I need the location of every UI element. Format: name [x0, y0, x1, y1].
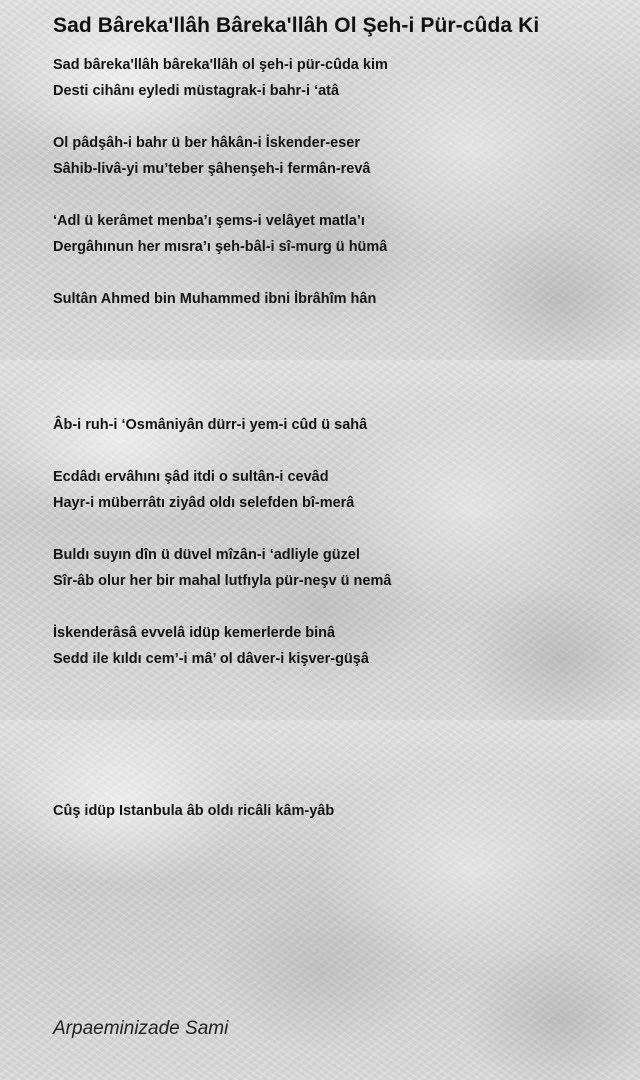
- stanza: [53, 130, 640, 182]
- verse-line: İskenderâsâ evvelâ idüp kemerlerde binâ: [53, 625, 336, 641]
- stanza: [53, 412, 640, 438]
- verse-line: Ecdâdı ervâhını şâd itdi o sultân-i cevâd: [53, 469, 329, 485]
- author-name: Arpaeminizade Sami: [53, 1018, 229, 1039]
- poem-panel-3: [0, 720, 640, 1080]
- verse-line: Sâhib-livâ-yi mu’teber şâhenşeh-i fermân-revâ: [53, 161, 371, 177]
- stanza-group-1: [53, 52, 640, 312]
- stanza: [53, 798, 640, 824]
- stanza: [53, 286, 640, 312]
- verse-line: Sîr-âb olur her bir mahal lutfıyla pür-neşv ü nemâ: [53, 573, 392, 589]
- verse-line: ‘Adl ü kerâmet menba’ı şems-i velâyet matla’ı: [53, 213, 365, 229]
- stanza-group-2: [53, 412, 640, 672]
- stanza: [53, 542, 640, 594]
- verse-line: Desti cihânı eyledi müstagrak-i bahr-i ‘atâ: [53, 83, 340, 99]
- verse-line: Sedd ile kıldı cem’-i mâ’ ol dâver-i kişver-güşâ: [53, 651, 369, 667]
- verse-line: Ol pâdşâh-i bahr ü ber hâkân-i İskender-eser: [53, 135, 361, 151]
- poem-panel-2: [0, 360, 640, 720]
- verse-line: Sultân Ahmed bin Muhammed ibni İbrâhîm hân: [53, 291, 377, 307]
- stanza: [53, 208, 640, 260]
- verse-line: Cûş idüp Istanbula âb oldı ricâli kâm-yâb: [53, 803, 335, 819]
- poem-panel-1: [0, 0, 640, 360]
- verse-line: Hayr-i müberrâtı ziyâd oldı selefden bî-merâ: [53, 495, 355, 511]
- verse-line: Buldı suyın dîn ü düvel mîzân-i ‘adliyle güzel: [53, 547, 360, 563]
- stanza-group-3: [53, 798, 640, 824]
- poem-title: Sad Bâreka'llâh Bâreka'llâh Ol Şeh-i Pür-cûda Ki: [53, 14, 540, 37]
- stanza: [53, 620, 640, 672]
- verse-line: Dergâhınun her mısra’ı şeh-bâl-i sî-murg ü hümâ: [53, 239, 388, 255]
- verse-line: Âb-i ruh-i ‘Osmâniyân dürr-i yem-i cûd ü sahâ: [53, 417, 368, 433]
- verse-line: Sad bâreka'llâh bâreka'llâh ol şeh-i pür-cûda kim: [53, 57, 388, 73]
- stanza: [53, 464, 640, 516]
- stanza: [53, 52, 640, 104]
